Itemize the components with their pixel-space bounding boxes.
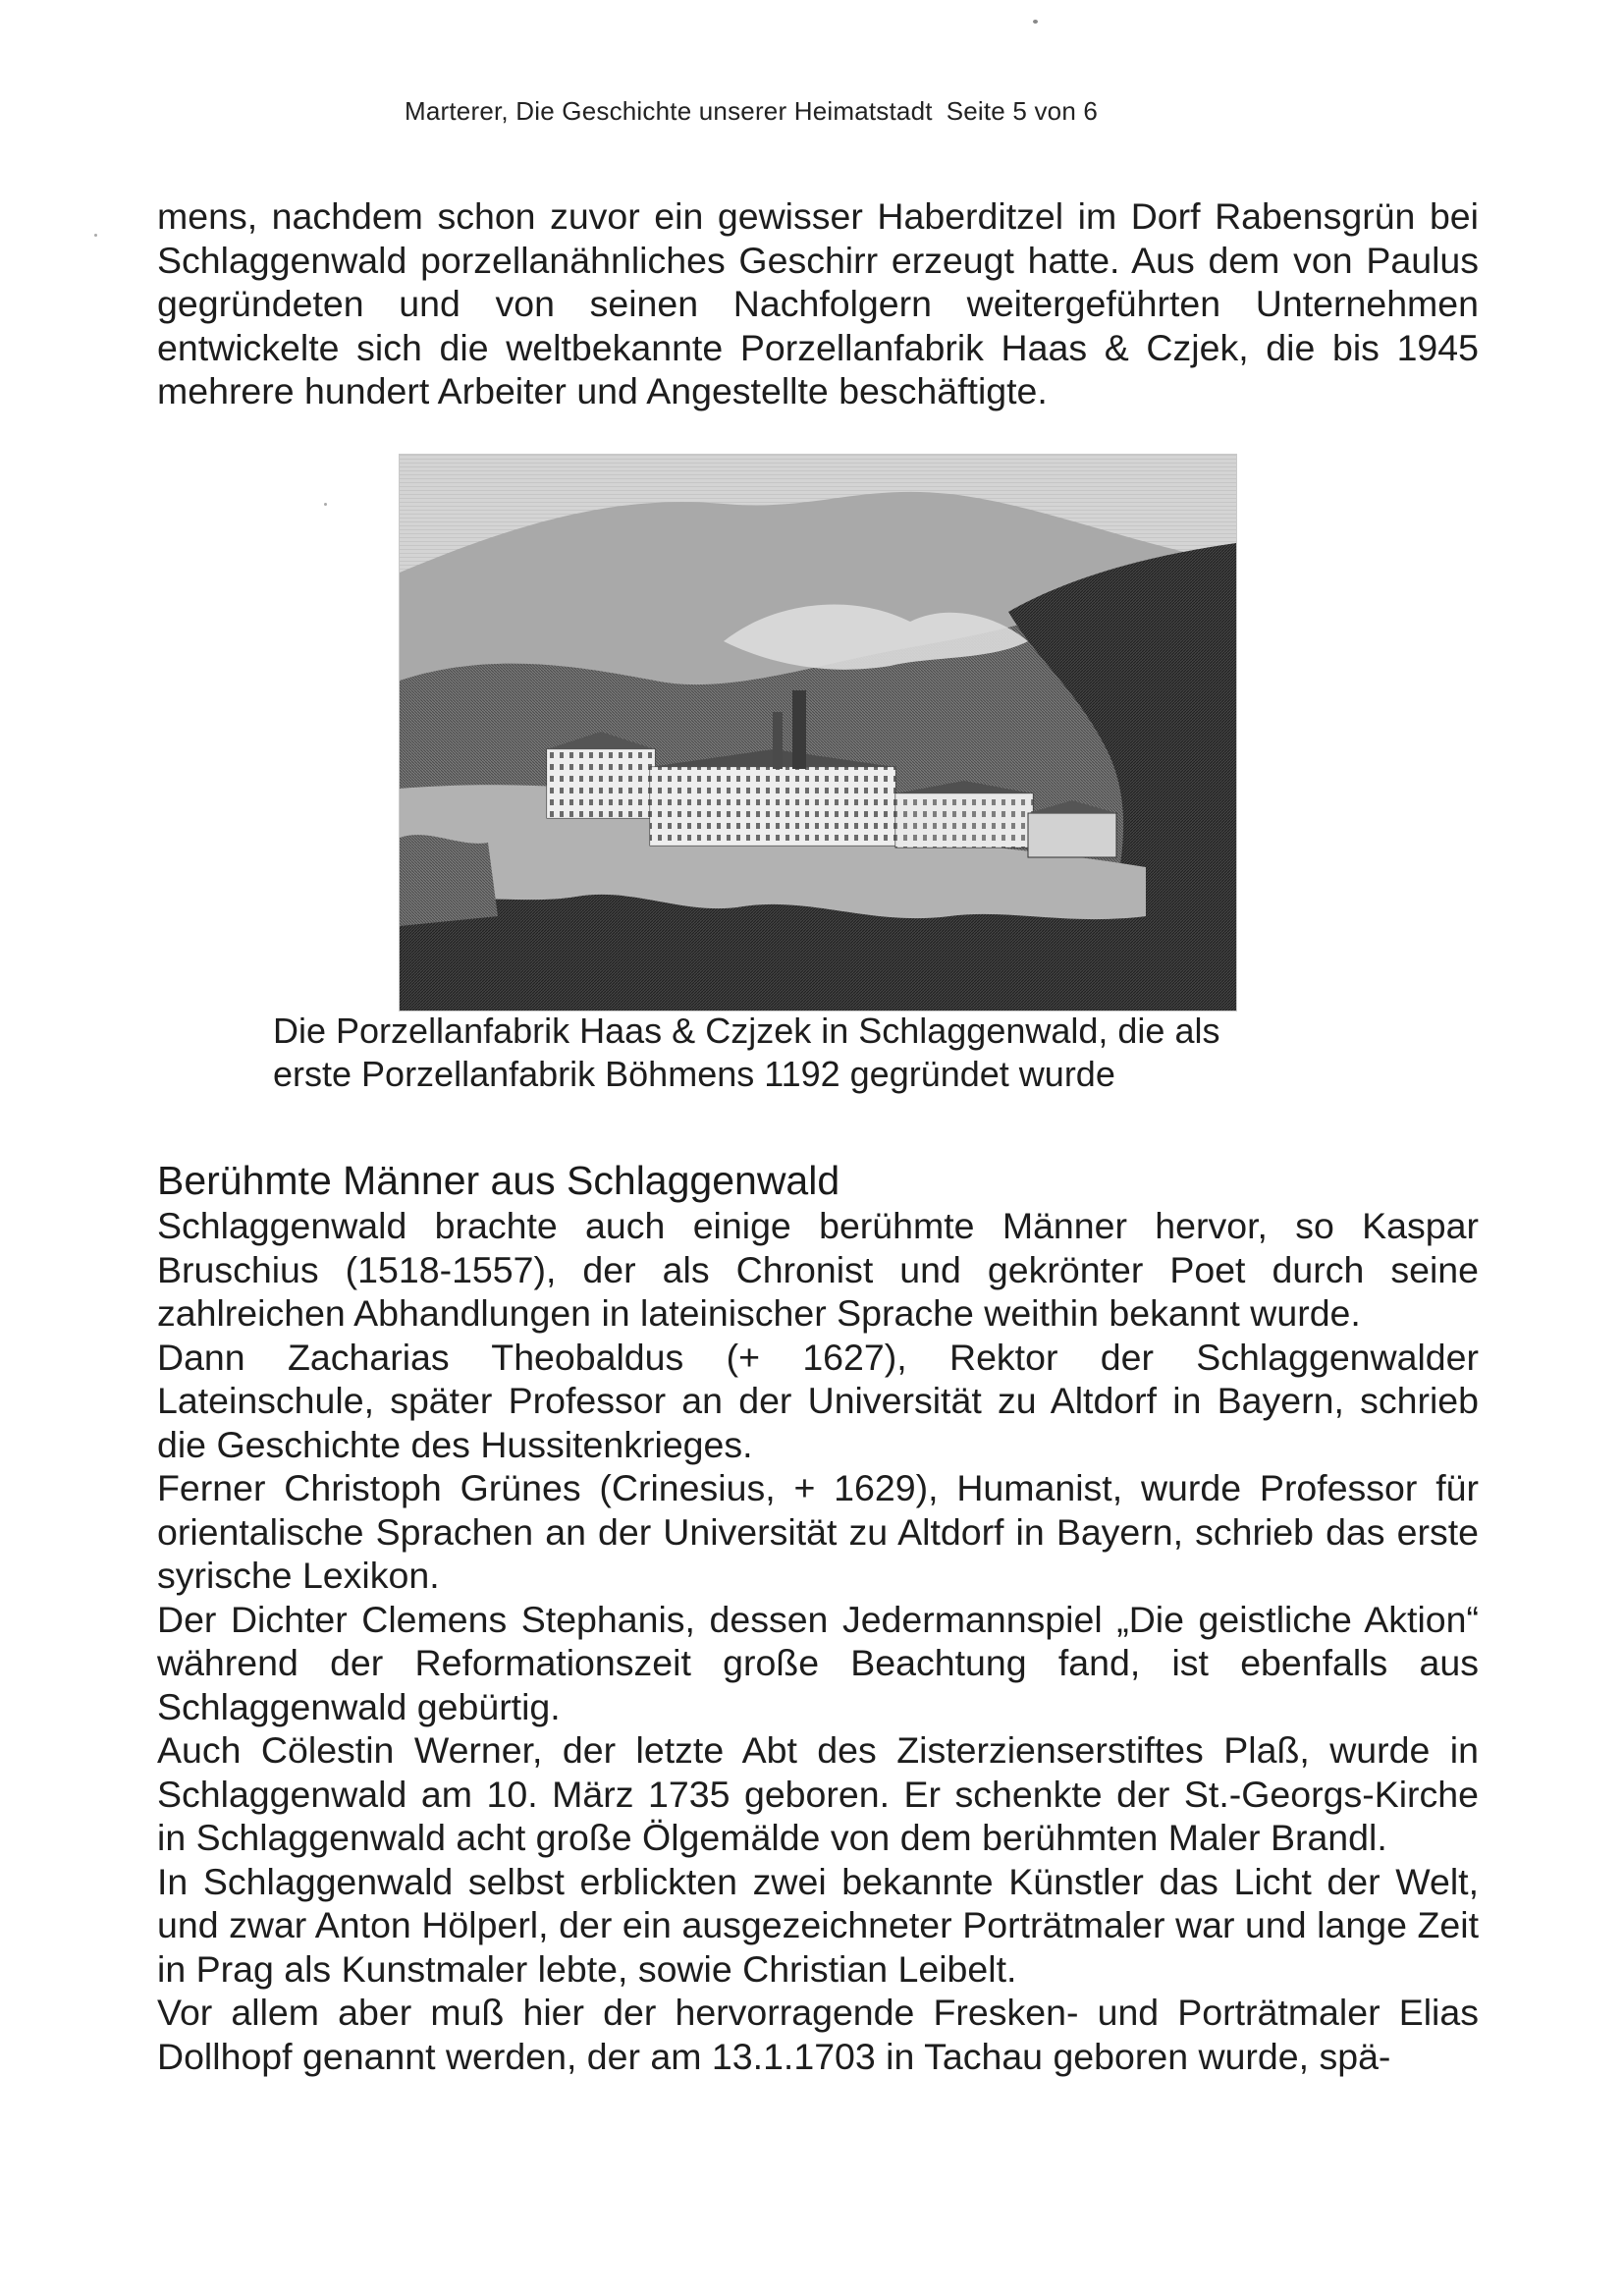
scan-speck [324, 503, 327, 506]
paragraph-bruschius: Schlaggenwald brachte auch einige berühmte Männer hervor, so Kaspar Bruschius (1518-1557), der als Chronist und gekrönter Poet durch seine zahlreichen Abhandlungen in lateinischer Sprache weithin bekannt wurde. [157, 1205, 1479, 1334]
intro-paragraph-block [157, 194, 1479, 413]
intro-paragraph: mens, nachdem schon zuvor ein gewisser Haberditzel im Dorf Rabensgrün bei Schlaggenwald porzellanähnliches Geschirr erzeugt hatte. Aus dem von Paulus gegründeten und von seinen Nachfolgern weitergeführten Unternehmen entwickelte sich die weltbekannte Porzellanfabrik Haas & Czjek, die bis 1945 mehrere hundert Arbeiter und Angestellte beschäftigte. [157, 195, 1479, 411]
scan-speck [94, 234, 97, 237]
paragraph-hoelperl: In Schlaggenwald selbst erblickten zwei bekannte Künstler das Licht der Welt, und zwar Anton Hölperl, der ein ausgezeichneter Porträtmaler war und lange Zeit in Prag als Kunstmaler lebte, sowie Christian Leibelt. [157, 1860, 1479, 1990]
paragraph-dollhopf: Vor allem aber muß hier der hervorragende Fresken- und Porträtmaler Elias Dollhopf genannt werden, der am 13.1.1703 in Tachau geboren wurde, spä- [157, 1992, 1479, 2077]
page-number: Seite 5 von 6 [946, 96, 1099, 126]
section-heading: Berühmte Männer aus Schlaggenwald [157, 1158, 840, 1203]
figure-caption [273, 1010, 1363, 1096]
paragraph-stephanis: Der Dichter Clemens Stephanis, dessen Jedermannspiel „Die geistliche Aktion“ während der Reformationszeit große Beachtung fand, ist ebenfalls aus Schlaggenwald gebürtig. [157, 1598, 1479, 1727]
left-trees [400, 835, 498, 926]
scan-speck [1033, 20, 1038, 24]
running-header [405, 96, 1098, 127]
paragraph-werner: Auch Cölestin Werner, der letzte Abt des Zisterzienserstiftes Plaß, wurde in Schlaggenwald am 10. März 1735 geboren. Er schenkte der St.-Georgs-Kirche in Schlaggenwald acht große Ölgemälde von dem berühmten Maler Brandl. [157, 1729, 1479, 1858]
factory-engraving [399, 454, 1237, 1011]
famous-men-section [157, 1204, 1479, 2078]
paragraph-theobaldus: Dann Zacharias Theobaldus (+ 1627), Rektor der Schlaggenwalder Lateinschule, später Professor an der Universität zu Altdorf in Bayern, schrieb die Geschichte des Hussitenkrieges. [157, 1336, 1479, 1465]
caption-line-2: erste Porzellanfabrik Böhmens 1192 gegründet wurde [273, 1054, 1115, 1094]
paragraph-gruenes: Ferner Christoph Grünes (Crinesius, + 1629), Humanist, wurde Professor für orientalische Sprachen an der Universität zu Altdorf in Bayern, schrieb das erste syrische Lexikon. [157, 1467, 1479, 1596]
caption-line-1: Die Porzellanfabrik Haas & Czjzek in Schlaggenwald, die als [273, 1011, 1220, 1051]
running-title: Marterer, Die Geschichte unserer Heimatstadt [405, 96, 933, 126]
factory-engraving-illustration [400, 455, 1236, 1011]
chimney [792, 690, 806, 769]
